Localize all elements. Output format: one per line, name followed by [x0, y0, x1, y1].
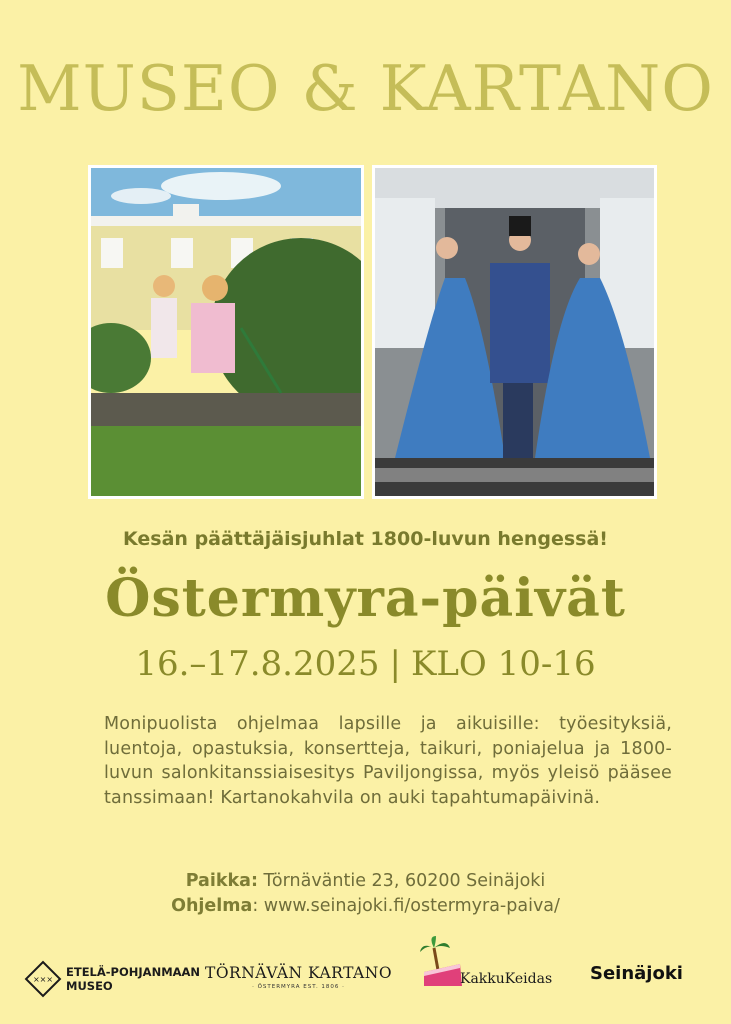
place-label: Paikka:	[185, 871, 258, 891]
program-url[interactable]: : www.seinajoki.fi/ostermyra-paiva/	[252, 896, 560, 916]
ep-line2: MUSEO	[66, 979, 113, 993]
photo-children-croquet	[88, 165, 364, 499]
event-date-line	[0, 644, 731, 684]
tk-main: TÖRNÄVÄN KARTANO	[205, 964, 393, 982]
tagline: Kesän päättäjäisjuhlat 1800-luvun hengessä!	[123, 528, 608, 550]
svg-text:×××: ×××	[32, 975, 54, 984]
logo-etela-pohjanmaan-museo	[24, 960, 200, 998]
palm-cake-icon	[418, 934, 466, 990]
program-label: Ohjelma	[171, 896, 253, 916]
photo-costumed-hosts	[372, 165, 657, 499]
event-description: Monipuolista ohjelmaa lapsille ja aikuisille: työesityksiä, luentoja, opastuksia, konsertteja, taikuri, poniajelua ja 1800-luvun salonkitanssiaisesitys Paviljongissa, myös yleisö pääsee tanssimaan! Kartanokahvila on auki tapahtumapäivinä.	[104, 714, 672, 808]
event-hours: KLO 10-16	[410, 644, 596, 684]
event-title: Östermyra-päivät	[105, 568, 626, 629]
kk-text: KakkuKeidas	[460, 971, 553, 987]
logo-tornavan-kartano	[205, 964, 392, 990]
diamond-emblem-icon	[24, 960, 62, 998]
sponsor-logos	[0, 930, 731, 1024]
ep-line1: ETELÄ-POHJANMAAN	[66, 965, 201, 979]
event-dates: 16.–17.8.2025	[135, 644, 380, 684]
logo-kakkukeidas	[418, 934, 553, 990]
info-place	[0, 871, 731, 891]
tk-sub: · ÖSTERMYRA EST. 1806 ·	[252, 984, 345, 990]
date-separator: |	[389, 644, 401, 684]
headline-title: MUSEO & KARTANO	[17, 52, 714, 125]
place-value: Törnäväntie 23, 60200 Seinäjoki	[257, 871, 546, 891]
info-program	[0, 896, 731, 916]
logo-seinajoki: Seinäjoki	[590, 963, 683, 984]
